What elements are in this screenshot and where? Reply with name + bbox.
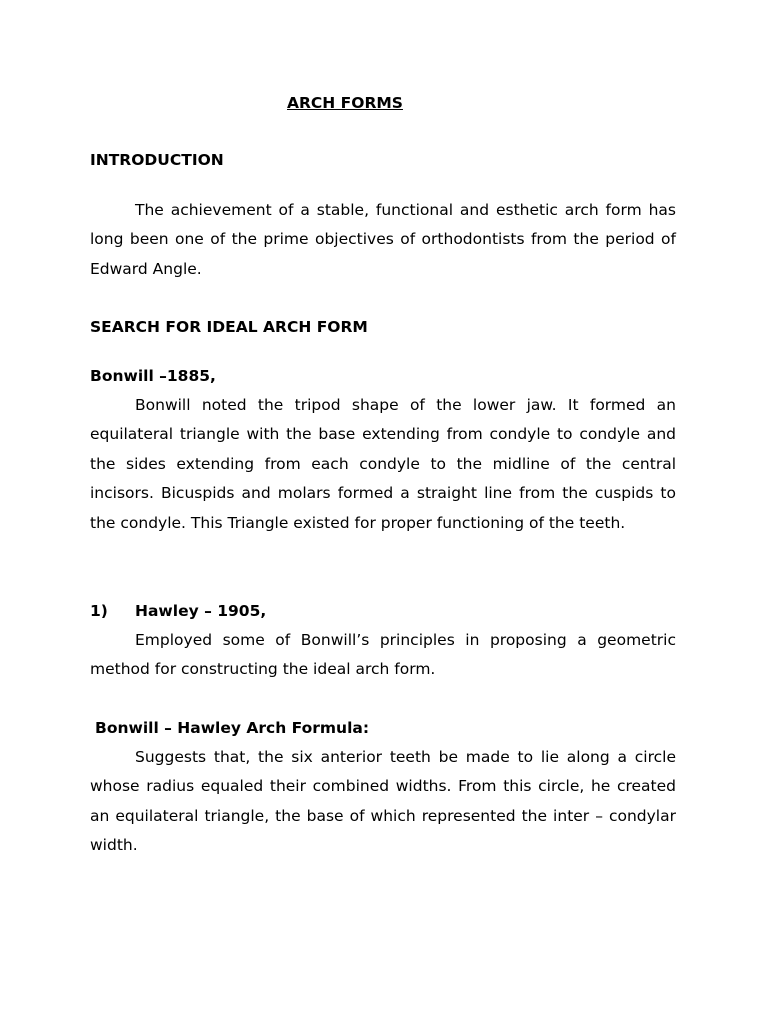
hawley-list-number: 1) bbox=[90, 602, 108, 620]
hawley-heading bbox=[90, 602, 676, 620]
introduction-paragraph: The achievement of a stable, functional and esthetic arch form has long been one of the prime objectives of orthodontists from the period of Edward Angle. bbox=[90, 201, 676, 278]
hawley-heading-text: Hawley – 1905, bbox=[135, 602, 267, 620]
formula-paragraph: Suggests that, the six anterior teeth be made to lie along a circle whose radius equaled their combined widths. From this circle, he created an equilateral triangle, the base of which represented the inter – condylar width. bbox=[90, 748, 676, 855]
bonwill-paragraph: Bonwill noted the tripod shape of the lower jaw. It formed an equilateral triangle with the base extending from condyle to condyle and the sides extending from each condyle to the midline of the central incisors. Bicuspids and molars formed a straight line from the cuspids to the condyle. This Triangle existed for proper functioning of the teeth. bbox=[90, 396, 676, 532]
page-title: ARCH FORMS bbox=[287, 94, 403, 112]
bonwill-heading: Bonwill –1885, bbox=[90, 367, 216, 385]
introduction-heading: INTRODUCTION bbox=[90, 151, 224, 169]
formula-heading: Bonwill – Hawley Arch Formula: bbox=[95, 719, 370, 737]
search-heading: SEARCH FOR IDEAL ARCH FORM bbox=[90, 318, 368, 336]
hawley-paragraph: Employed some of Bonwill’s principles in proposing a geometric method for constructing the ideal arch form. bbox=[90, 631, 676, 679]
